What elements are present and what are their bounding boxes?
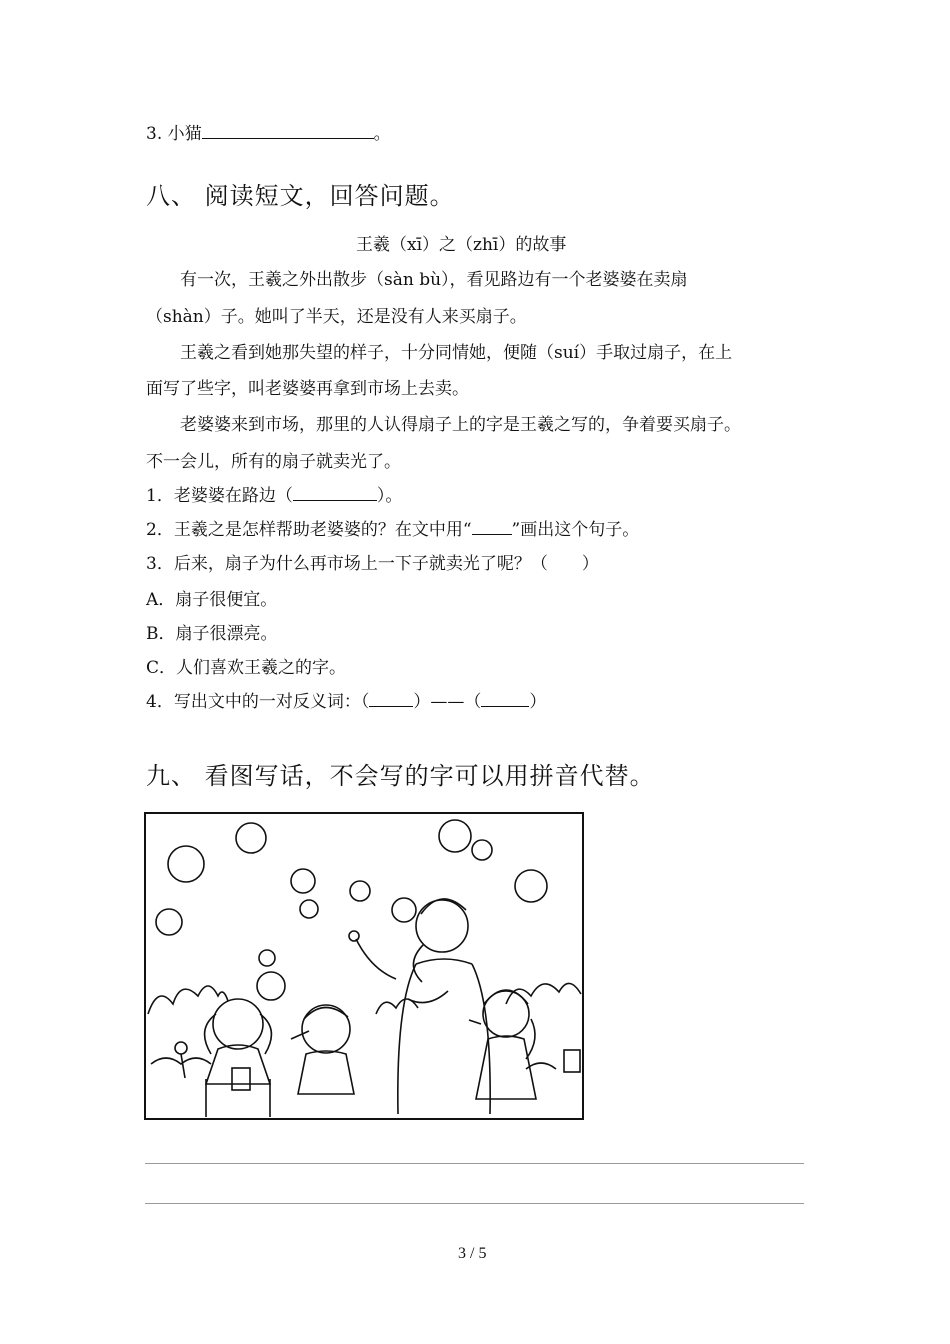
question-3-previous: 3. 小猫 。 bbox=[146, 124, 391, 144]
children-blowing-bubbles-illustration bbox=[146, 814, 582, 1118]
question-1: 1．老婆婆在路边（ ）。 bbox=[146, 486, 403, 506]
question-4: 4．写出文中的一对反义词：（ ）——（ ） bbox=[146, 692, 547, 712]
option-b[interactable]: B．扇子很漂亮。 bbox=[146, 624, 278, 644]
answer-blank[interactable] bbox=[481, 690, 529, 707]
illustration-frame bbox=[144, 812, 584, 1120]
answer-blank[interactable] bbox=[202, 122, 374, 139]
section-8-heading: 八、 阅读短文，回答问题。 bbox=[146, 182, 455, 210]
option-a[interactable]: A．扇子很便宜。 bbox=[146, 590, 278, 610]
answer-blank[interactable] bbox=[293, 484, 377, 501]
question-2: 2．王羲之是怎样帮助老婆婆的？在文中用“ ”画出这个句子。 bbox=[146, 520, 640, 540]
underline-sample bbox=[472, 518, 512, 535]
page-number: 3 / 5 bbox=[458, 1245, 487, 1262]
paragraph-line: 王羲之看到她那失望的样子，十分同情她，便随（suí）手取过扇子，在上 bbox=[180, 343, 733, 363]
story-title: 王羲（xī）之（zhī）的故事 bbox=[356, 235, 567, 255]
paragraph-line: 老婆婆来到市场，那里的人认得扇子上的字是王羲之写的，争着要买扇子。 bbox=[180, 415, 741, 435]
writing-line[interactable] bbox=[145, 1203, 804, 1204]
paragraph-line: （shàn）子。她叫了半天，还是没有人来买扇子。 bbox=[146, 307, 527, 327]
option-c[interactable]: C．人们喜欢王羲之的字。 bbox=[146, 658, 347, 678]
answer-blank[interactable] bbox=[369, 690, 413, 707]
question-3: 3．后来，扇子为什么再市场上一下子就卖光了呢？（ ） bbox=[146, 554, 599, 574]
writing-line[interactable] bbox=[145, 1163, 804, 1164]
paragraph-line: 不一会儿，所有的扇子就卖光了。 bbox=[146, 452, 401, 472]
section-9-heading: 九、 看图写话，不会写的字可以用拼音代替。 bbox=[146, 762, 655, 790]
paragraph-line: 有一次，王羲之外出散步（sàn bù），看见路边有一个老婆婆在卖扇 bbox=[180, 270, 688, 290]
paragraph-line: 面写了些字，叫老婆婆再拿到市场上去卖。 bbox=[146, 379, 469, 399]
